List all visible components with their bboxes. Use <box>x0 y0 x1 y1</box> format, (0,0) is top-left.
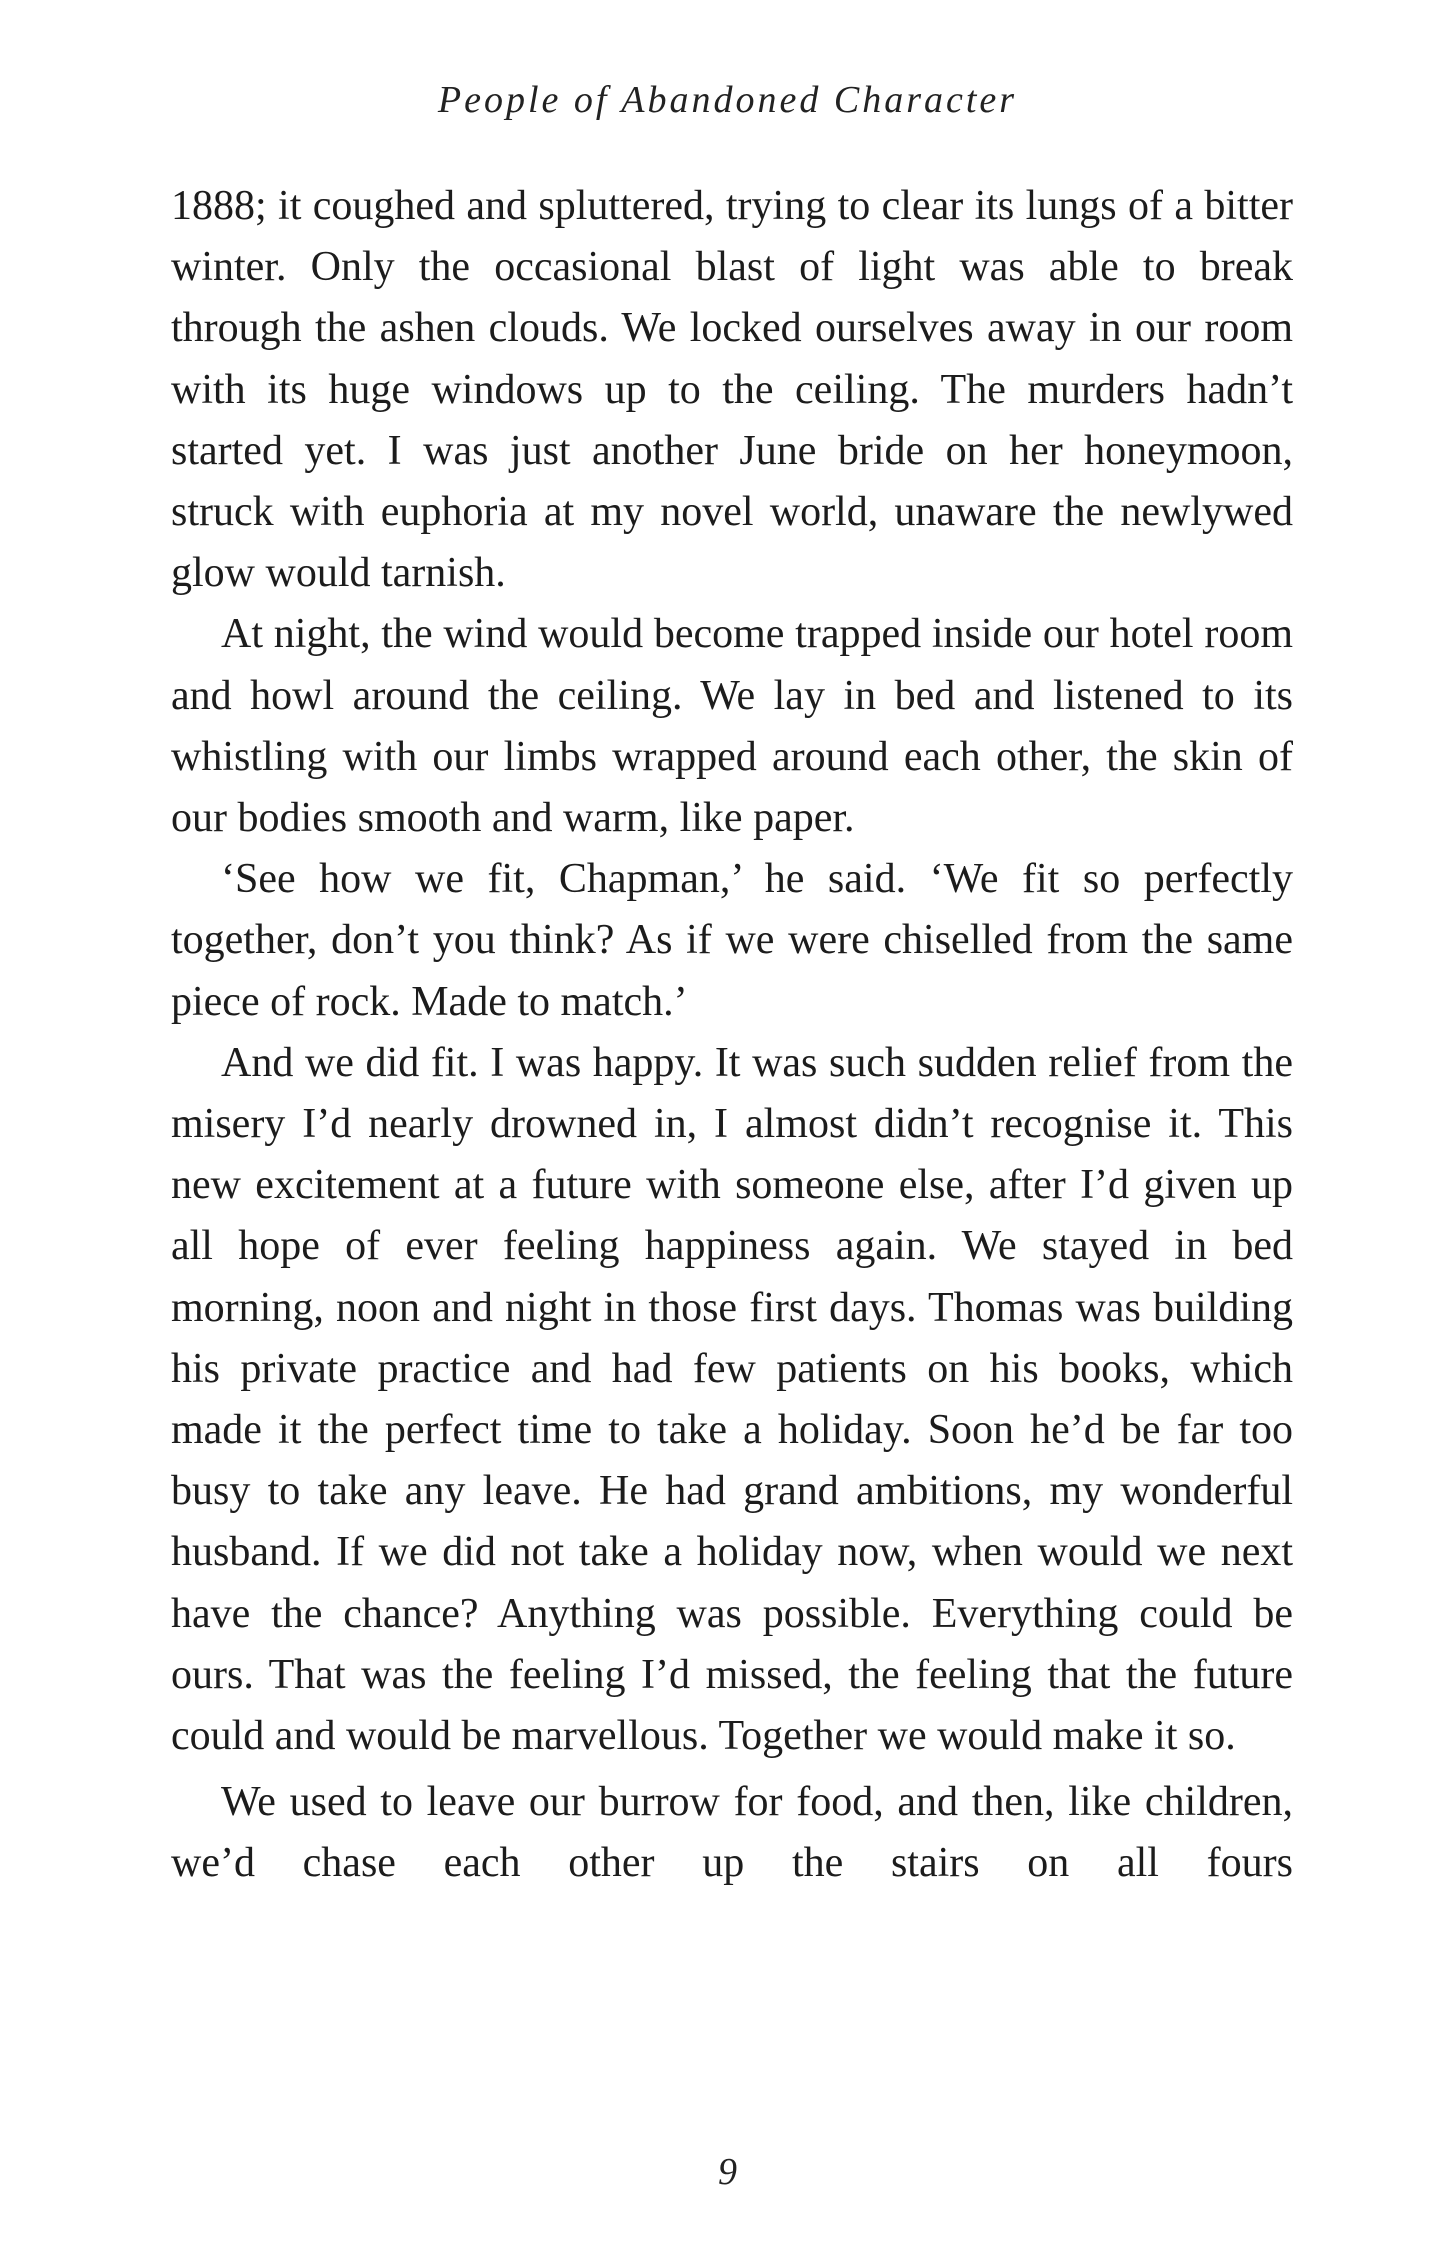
paragraph-night-wind: At night, the wind would become trapped inside our hotel room and howl around the ceiling. We lay in bed and listened to its whistling with our limbs wrapped around each other, the skin of our bodies smooth and warm, like paper. <box>171 611 1293 842</box>
paragraph-dialogue: ‘See how we fit, Chapman,’ he said. ‘We fit so perfectly together, don’t you think? As if we were chiselled from the same piece of rock. Made to match.’ <box>171 856 1293 1025</box>
paragraph-burrow: We used to leave our burrow for food, and then, like children, we’d chase each other up the stairs on all fours <box>171 1779 1293 1887</box>
paragraph-happiness: And we did fit. I was happy. It was such sudden relief from the misery I’d nearly drowned in, I almost didn’t recognise it. This new excitement at a future with someone else, after I’d given up all hope of ever feeling happiness again. We stayed in bed morning, noon and night in those first days. Thomas was building his private practice and had few patients on his books, which made it the perfect time to take a holiday. Soon he’d be far too busy to take any leave. He had grand ambitions, my wonderful husband. If we did not take a holiday now, when would we next have the chance? Anything was possible. Everything could be ours. That was the feeling I’d missed, the feeling that the future could and would be marvellous. Together we would make it so. <box>171 1039 1293 1760</box>
paragraph-continuation: 1888; it coughed and spluttered, trying to clear its lungs of a bitter winter. Only the occasional blast of light was able to break through the ashen clouds. We locked ourselves away in our room with its huge windows up to the ceiling. The murders hadn’t started yet. I was just another June bride on her honeymoon, struck with euphoria at my novel world, unaware the newlywed glow would tarnish. <box>171 183 1293 597</box>
body-text <box>171 176 1293 1895</box>
page-number: 9 <box>718 2151 737 2193</box>
running-header-title: People of Abandoned Character <box>437 79 1018 121</box>
